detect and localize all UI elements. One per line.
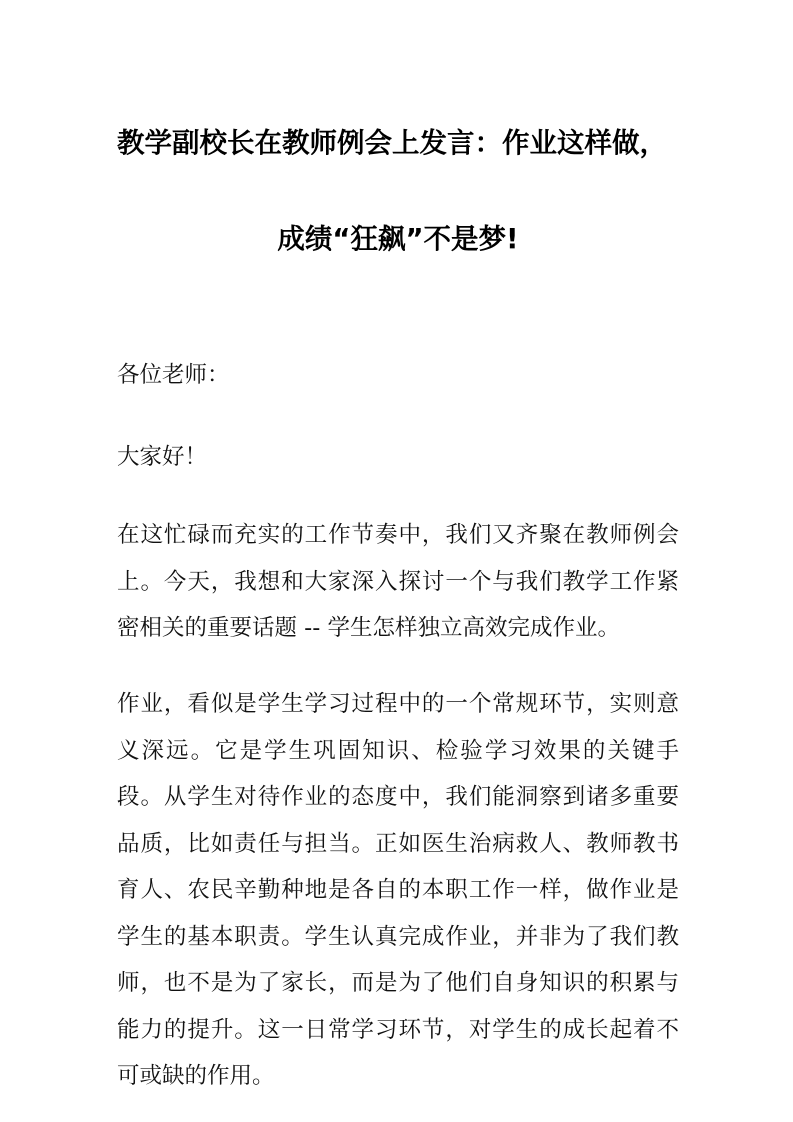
page-title-line-2: 成绩“狂飙”不是梦!	[277, 223, 519, 255]
body-paragraph-2: 作业，看似是学生学习过程中的一个常规环节，实则意义深远。它是学生巩固知识、检验学习效果的关键手段。从学生对待作业的态度中，我们能洞察到诸多重要品质，比如责任与担当。正如医生治病救人、教师教书育人、农民辛勤种地是各自的本职工作一样，做作业是学生的基本职责。学生认真完成作业，并非为了我们教师，也不是为了家长，而是为了他们自身知识的积累与能力的提升。这一日常学习环节，对学生的成长起着不可或缺的作用。	[117, 691, 679, 1089]
salutation: 各位老师：	[117, 362, 230, 388]
page-title-line-1: 教学副校长在教师例会上发言：作业这样做，	[117, 127, 667, 159]
greeting: 大家好！	[117, 444, 208, 470]
body-paragraph-1: 在这忙碌而充实的工作节奏中，我们又齐聚在教师例会上。今天，我想和大家深入探讨一个与我们教学工作紧密相关的重要话题 -- 学生怎样独立高效完成作业。	[117, 522, 679, 641]
